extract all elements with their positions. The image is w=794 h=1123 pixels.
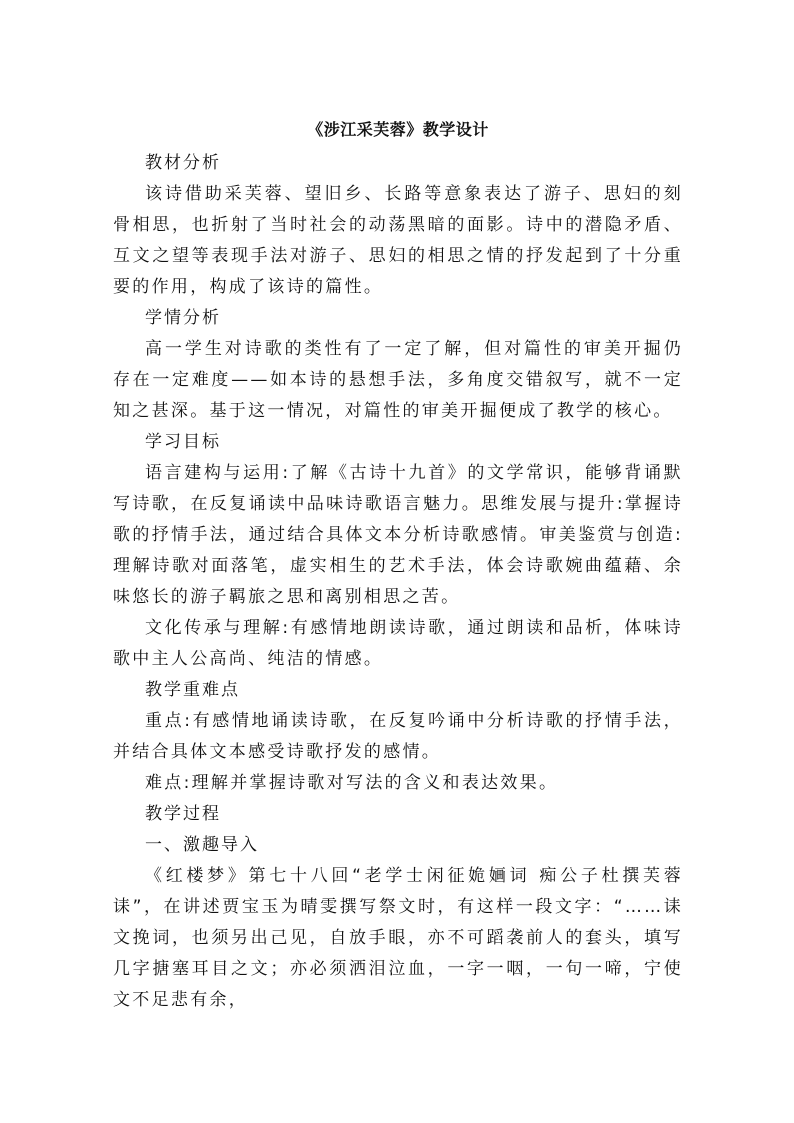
paragraph: 重点:有感情地诵读诗歌，在反复吟诵中分析诗歌的抒情手法，并结合具体文本感受诗歌抒发的感情。 [113, 711, 683, 762]
section-heading: 学习目标 [145, 432, 221, 452]
section-heading: 学情分析 [145, 308, 221, 328]
paragraph: 该诗借助采芙蓉、望旧乡、长路等意象表达了游子、思妇的刻骨相思，也折射了当时社会的动荡黑暗的面影。诗中的潜隐矛盾、互文之望等表现手法对游子、思妇的相思之情的抒发起到了十分重要的作用，构成了该诗的篇性。 [113, 184, 683, 297]
paragraph: 难点:理解并掌握诗歌对写法的含义和表达效果。 [145, 773, 559, 793]
paragraph: 语言建构与运用:了解《古诗十九首》的文学常识，能够背诵默写诗歌，在反复诵读中品味诗歌语言魅力。思维发展与提升:掌握诗歌的抒情手法，通过结合具体文本分析诗歌感情。审美鉴赏与创造:理解诗歌对面落笔，虚实相生的艺术手法，体会诗歌婉曲蕴藉、余味悠长的游子羁旅之思和离别相思之苦。 [113, 463, 683, 607]
paragraph: 文化传承与理解:有感情地朗读诗歌，通过朗读和品析，体味诗歌中主人公高尚、纯洁的情感。 [113, 618, 683, 669]
document-body [113, 118, 683, 1016]
section-heading: 教学重难点 [145, 680, 240, 700]
subsection-heading: 一、激趣导入 [145, 835, 259, 855]
document-title: 《涉江采芙蓉》教学设计 [307, 120, 489, 139]
paragraph: 高一学生对诗歌的类性有了一定了解，但对篇性的审美开掘仍存在一定难度——如本诗的悬想手法，多角度交错叙写，就不一定知之甚深。基于这一情况，对篇性的审美开掘便成了教学的核心。 [113, 339, 683, 421]
section-heading: 教材分析 [145, 153, 221, 173]
paragraph: 《红楼梦》第七十八回“老学士闲征姽婳词 痴公子杜撰芙蓉诔”，在讲述贾宝玉为晴雯撰写祭文时，有这样一段文字：“……诔文挽词，也须另出己见，自放手眼，亦不可蹈袭前人的套头，填写几字搪塞耳目之文；亦必须洒泪泣血，一字一咽，一句一啼，宁使文不足悲有余， [113, 866, 683, 1010]
section-heading: 教学过程 [145, 804, 221, 824]
